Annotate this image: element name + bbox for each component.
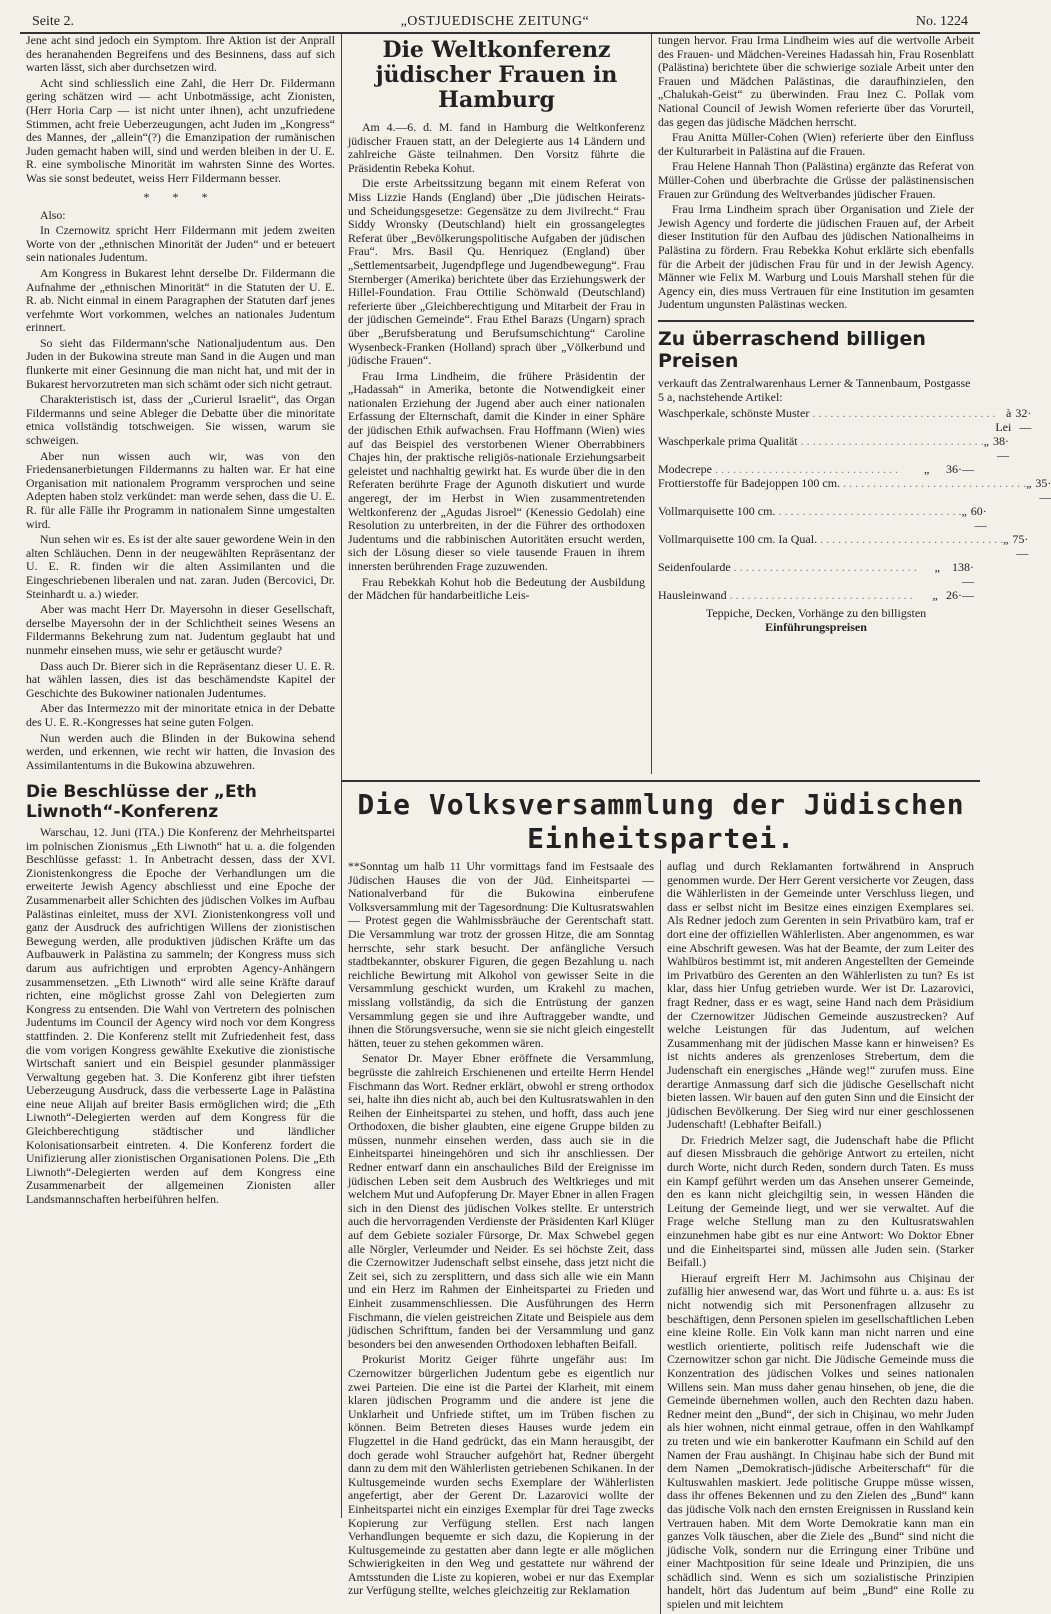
paragraph: In Czernowitz spricht Herr Fildermann mit jedem zweiten Worte von der „ethnischen Minorität der Juden“ und er beteuert sein nationales Judentum. bbox=[26, 223, 335, 265]
paragraph: Prokurist Moritz Geiger führte ungefähr aus: Im Czernowitzer bürgerlichen Judentum gebe es eigentlich nur zwei Parteien. Die eine ist die Partei der Klarheit, mit einem klaren jüdischen Programm und die andere ist jene die Unklarheit und Unfriede stiftet, um im Trüben fischen zu können. Beim Betreten dieses Hauses wurde jedem ein Flugzettel in die Hand gedrückt, das ein Mann herausgibt, der doch gerade wohl Straucher aufgehört hat, Redner übergeht dann zu dem mit den Wählerlisten getriebenen Schikanen. In der Kultusgemeinde wurden sechs Exemplare der Wählerlisten angefertigt, aber der Gerent Dr. Lazarovici wollte der Einheitspartei nicht ein einziges Exemplar für drei Tage zwecks Kopierung zur Verfügung stellen. Erst nach langen Verhandlungen bequemte er sich dazu, die Kopierung in der Kultusgemeinde zu gestatten aber dann legte er alle möglichen Schwierigkeiten in den Weg und gestattete nur während der Amtsstunden die Liste zu kopieren, wobei er nur das Exemplar zur Verfügung stellte, welches gleichzeitig zur Reklamation bbox=[348, 1352, 655, 1598]
column-1 bbox=[20, 34, 342, 774]
paragraph: auflag und durch Reklamanten fortwährend in Anspruch genommen wurde. Der Herr Gerent versicherte vor Zeugen, dass die Wählerlisten in der Gemeinde unter Verschluss liegen, und dass er selbst nicht im Besitze eines einzigen Exemplares sei. Als Redner jedoch zum Gerenten in sein Privatbüro kam, traf er dort eine der offiziellen Wählerlisten. Aber angenommen, es war eine Abschrift gewesen. Was hat der Beamte, der zum Leiter des Wahlbüros bestimmt ist, mit anderen Angestellten der Gemeinde im Privatbüro des Gerenten an den Wählerlisten zu tun? Es ist klar, dass hier Unfug getrieben wurde. Wer ist Dr. Lazarovici, fragt Redner, dass er es wagt, seine Hand nach dem Präsidium der Czernowitzer Jüdischen Gemeinde auszustrecken? Auf welche Leistungen für das Judentum, auf welchen Zusammenhang mit der jüdischen Masse kann er hinweisen? Es ist nichts anderes als grenzenloses Strebertum, dem die Judenschaft ein energisches „Hände weg!“ zurufen muss. Eine derartige Anmassung darf sich die jüdische Gesellschaft nicht bieten lassen. Wir bauen auf den guten Sinn und die Einsicht der jüdischen Bevölkerung. Der Sieg wird nur einer geschlossenen Judenschaft! (Lebhafter Beifall.) bbox=[667, 859, 974, 1132]
paragraph: **Sonntag um halb 11 Uhr vormittags fand im Festsaale des Jüdischen Hauses die von der Jüd. Einheitspartei — Nationalverband für die Bukowina einberufene Volksversammlung mit der Tagesordnung: Die Kultusratswahlen — Protest gegen die Wahlmissbräuche der Gerentschaft statt. Die Versammlung war trotz der grossen Hitze, die am Sonntag herrschte, sehr stark besucht. Der anfängliche Versuch stadtbekannter, obskurer Figuren, die gegen Bezahlung u. nach reichliche Bewirtung mit Alkohol von gewisser Seite in die Versammlung geschickt wurden, um Krakehl zu machen, misslang vollständig, da sich die Entrüstung der ganzen Versammlung gegen sie und ihre Auftraggeber wandte, und ihnen die Störungsversuche, wenn sie sie nicht gleich eingestellt hätten, teuer zu stehen gekommen wären. bbox=[348, 859, 655, 1050]
ad-item-unit: „ bbox=[1003, 531, 1009, 546]
paragraph: Nun werden auch die Blinden in der Bukowina sehend werden, und erkennen, wie recht wir hatten, die Invasion des Assimilantentums in die Bukowina abzuwehren. bbox=[26, 730, 335, 772]
ad-item bbox=[658, 433, 1009, 462]
paragraph: Frau Anitta Müller-Cohen (Wien) referierte über den Einfluss der Kulturarbeit in Palästina auf die Frauen. bbox=[658, 130, 974, 158]
ad-item-name: Waschperkale prima Qualität . . . bbox=[658, 434, 984, 462]
ad-item bbox=[658, 531, 1029, 560]
ad-item bbox=[658, 588, 974, 602]
paragraph: Dass auch Dr. Bierer sich in die Repräsentanz dieser U. E. R. hat wählen lassen, dies ist das beschämendste Kapitel der Geschichte des Bukowiner nationalen Judentumes. bbox=[26, 658, 335, 700]
bottom-section bbox=[20, 774, 980, 1612]
section-separator: * * * bbox=[143, 189, 218, 204]
ad-item-name: Frottierstoffe für Badejoppen 100 cm. . . . bbox=[658, 476, 1026, 504]
paragraph: Also: bbox=[40, 207, 66, 222]
ad-item bbox=[658, 405, 1032, 434]
paragraph: Charakteristisch ist, dass der „Curierul Israelit“, das Organ Fildermanns und seine Ableger die Debatte über die minoritate etnica vollständig totschweigen. Sie wissen, warum sie schweigen. bbox=[26, 392, 335, 448]
ad-intro: verkauft das Zentralwarenhaus Lerner & Tannenbaum, Postgasse 5 a, nachstehende Artikel: bbox=[658, 375, 971, 404]
page-header bbox=[20, 10, 980, 34]
paragraph: tungen hervor. Frau Irma Lindheim wies auf die wertvolle Arbeit des Frauen- und Mädchen-Vereines Hadassah hin, Frau Rosenblatt (Palästina) berichtete über die schwierige soziale Arbeit unter den Frauen und Mädchen Palästinas, die daraufhinzielen, den „Chalukah-Geist“ zu überwinden. Frau Inez C. Pollak vom National Council of Jewish Women referierte über das Vorurteil, das gegen das jüdische Mädchen herrscht. bbox=[658, 33, 974, 129]
volksversammlung-columns bbox=[342, 860, 980, 1614]
ad-item-name: Vollmarquisette 100 cm. . . . bbox=[658, 504, 961, 532]
ad-item-price: 35·— bbox=[1035, 475, 1051, 504]
ad-item-price: 36·— bbox=[946, 461, 974, 476]
ad-item-name: Waschperkale, schönste Muster . . . bbox=[658, 406, 995, 434]
paragraph: Frau Irma Lindheim, die frühere Präsidentin der „Hadassah“ in Amerika, betonte die Notwendigkeit einer nationalen Erziehung der Jugend aber auch einer nationalen Erfassung der Elternschaft, damit die Kinder in einer Sphäre der jüdischen Ethik aufwachsen. Frau Hoffmann (Wien) wies auf das Beispiel des verstorbenen Wiener Oberrabbiners Chajes hin, der praktische religiös-nationale Erziehungsarbeit geleistet und nachhaltig gewirkt hat. Es wurde über die in den Referaten berührte Frage der Agunoth diskutiert und wurde angeregt, der im Herbst in Wien zusammentretenden Weltkonferenz der „Agudas Jisroel“ (Kenessio Gedolah) eine Resolution zu unterbreiten, in der die Führer des orthodoxen Judentums und die rabbinischen Autoritäten ersucht werden, sich der Lösung dieser so viele tausende Frauen in ihrem innersten berührenden Frage zuzuwenden. bbox=[348, 368, 645, 573]
vv-column-b bbox=[661, 860, 980, 1614]
paragraph: Am Kongress in Bukarest lehnt derselbe Dr. Fildermann die Aufnahme der „ethnischen Minorität“ in die Statuten der U. E. R. ab. Nicht einmal in einem Paragraphen der Statuten darf jenes verfehmte Wort vorkommen, welches an nationales Judentum erinnert. bbox=[26, 265, 335, 335]
ad-item-unit: „ bbox=[932, 587, 938, 602]
ad-item-name: Modecrepe . . . bbox=[658, 462, 898, 476]
ad-item-name: Seidenfoularde . . . bbox=[658, 560, 917, 588]
ad-item-price: 32·— bbox=[1015, 405, 1032, 434]
paragraph: Am 4.—6. d. M. fand in Hamburg die Weltkonferenz jüdischer Frauen statt, an der Delegierte aus 14 Ländern und zahlreiche Gäste teilnahmen. Den Vorsitz führte die Präsidentin Rebeka Kohut. bbox=[348, 120, 645, 175]
ad-item-price: 60·— bbox=[970, 503, 987, 532]
ad-footer-emphasis: Einführungspreisen bbox=[765, 619, 867, 634]
price-advertisement bbox=[658, 320, 1051, 634]
ad-item-price: 138·— bbox=[952, 559, 974, 588]
paragraph: Frau Irma Lindheim sprach über Organisation und Ziele der Jewish Agency und forderte die jüdischen Frauen auf, der Arbeit dieser Institution für den Aufbau des jüdischen Nationalheims in Palästina zu fördern. Frau Rebekka Kohut erklärte sich ebenfalls für die Arbeit der jüdischen Frau für und in der Jewish Agency. Männer wie Felix M. Warburg und Louis Marshall stehen für die Agency ein, dies muss Vertrauen für eine Institution im gesamten Judentum ungunsten Palästinas wecken. bbox=[658, 202, 974, 312]
column-1-continued bbox=[20, 774, 342, 1518]
vv-column-a bbox=[342, 860, 661, 1614]
article-title-weltkonferenz: Die Weltkonferenz jüdischer Frauen in Hamburg bbox=[375, 37, 618, 113]
paragraph: Senator Dr. Mayer Ebner eröffnete die Versammlung, begrüsste die zahlreich Erschienenen und erteilte Herrn Hendel Fischmann das Wort. Redner erklärt, obwohl er streng orthodox sei, halte ihn dies nicht ab, auch bei den Kultusratswahlen in den Reihen der Einheitspartei zu stehen, und hofft, dass auch jene Orthodoxen, die bisher glaubten, eine eigene Gruppe bilden zu müssen, nunmehr einsehen werden, dass auch sie in die Einheitspartei hineingehören und sich ihr anschliessen. Der Redner entwarf dann ein anschauliches Bild der Ereignisse im jüdischen Leben seit dem Ausbruch des Weltkrieges und mit welchem Mut und Aufopferung Dr. Mayer Ebner in allen Fragen sich in den Dienst des jüdischen Volkes stellte. Er unterstrich auch die hervorragenden Verdienste der Präsidenten Karl Klüger auf dem Gebiete sozialer Fürsorge, Dr. Max Schwebel gegen alle Nörgler, Verleumder und Neider. Es sei höchste Zeit, dass die Czernowitzer Judenschaft selbst einsehe, dass jetzt nicht die Zeit sei, sich zu zersplittern, und dass sich alle wie ein Mann und ein Herz im Rahmen der Einheitspartei zu Frieden und Einheit zusammenschliessen. Die Ausführungen des Herrn Fischmann, die vielen geistreichen Zitate und Beispiele aus dem jüdischen Schrifttum, fanden bei der Versammlung und ganz besonders bei den anwesenden Orthodoxen lebhaften Beifall. bbox=[348, 1051, 655, 1351]
ad-item-unit: à Lei bbox=[995, 405, 1012, 434]
ad-item-price: 38·— bbox=[992, 433, 1009, 462]
column-2 bbox=[342, 34, 652, 774]
paragraph: Nun sehen wir es. Es ist der alte sauer gewordene Wein in den alten Schläuchen. Denn in der neugewählten Repräsentanz der U. E. R. finden wir die alten Assimilanten und die Eingeschriebenen liberalen und nat. zaran. Juden (Bercovici, Dr. Steinhardt u. a.) wieder. bbox=[26, 532, 335, 601]
paragraph: Frau Rebekkah Kohut hob die Bedeutung der Ausbildung der Mädchen für handarbeitliche Leis- bbox=[348, 574, 645, 603]
ad-item-unit: „ bbox=[983, 433, 989, 448]
ad-footer-text: Teppiche, Decken, Vorhänge zu den billigsten bbox=[705, 605, 927, 620]
ad-item-name: Hausleinwand . . . bbox=[658, 588, 913, 602]
volksversammlung-article bbox=[342, 774, 980, 1612]
paragraph: Hierauf ergreift Herr M. Jachimsohn aus Chişinau der zufällig hier anwesend war, das Wort und führte u. a. aus: Es ist nicht notwendig sich mit Personenfragen allzusehr zu beschäftigen, denn Personen spielen im gesellschaftlichen Leben eine kleine Rolle. Ein Volk kann man nicht narren und eine westlich orientierte, politisch reife Judenschaft wie die Czernowitzer schon gar nicht. Die Jüdische Gemeinde muss die Konzentration des jüdischen Volkes und seines nationalen Willens sein. Man muss daher genau hinsehen, ob jene, die die Gemeinde übernehmen wollen, auch den Rechten dazu haben. Redner meint den „Bund“, der sich in Chişinau, wo mehr Juden als hier wohnen, nicht einmal getraue, offen in den Wahlkampf zu treten und wie ein bankerotter Kaufmann ein Schild auf den Namen der Frau aushängt. In Chişinau habe sich der Bund mit dem Namen „Demokratisch-jüdische Arbeiterschaft“ für die Kultuswahlen maskiert. Jede politische Gruppe müsse wissen, dass ihr offenes Bekennen und zu den Zielen des „Bund“ kann das jüdische Volk nach den ernsten Ereignissen in Russland kein Vertrauen haben. Mit dem Worte Demokratie kann man ein ganzes Volk täuschen, aber die Ziele des „Bund“ sind nicht die jüdische Volk, sondern nur die Erringung einer Tribüne und einer Machtposition für seine Ideale und Prinzipien, die uns schädlich sind. Wenn es sich um sozialistische Prinzipien handelt, hört das Judentum auf beim „Bund“ eine Rolle zu spielen und mit leichtem bbox=[667, 1270, 974, 1612]
newspaper-name: „OSTJUEDISCHE ZEITUNG“ bbox=[400, 14, 590, 29]
ad-title: Zu überraschend billigen Preisen bbox=[658, 327, 926, 372]
ad-item bbox=[658, 503, 987, 532]
ad-item-unit: „ bbox=[1026, 475, 1032, 490]
paragraph: Aber das Intermezzo mit der minoritate etnica in der Debatte des U. E. R.-Kongresses hat seine guten Folgen. bbox=[26, 701, 335, 729]
paragraph: Aber nun wissen auch wir, was von den Friedensanerbietungen Fildermanns zu halten war. Er hat eine Organisation mit nationalem Programm versprochen und seine Adepten haben stolz verkündet: man werde sehen, dass die U. E. R. für alle Fälle ihr Programm in nationalem Sinne umgestalten wird. bbox=[26, 448, 335, 531]
paragraph: Die erste Arbeitssitzung begann mit einem Referat von Miss Lizzie Hands (England) über „Die jüdischen Heirats- und Scheidungsgesetze: Gegensätze zu dem Jivilrecht.“ Frau Siddy Wronsky (Deutschland) hielt ein grossangelegtes Referat über „Bevölkerungspolitische Aufgaben der jüdischen Frau“. Mrs. Basil Qu. Henriquez (England) über „Settlementsarbeit, Jugendpflege und Jugendbewegung“. Frau Sternberger (Amerika) berichtete über das Erziehungswerk der Hillel-Foundation. Frau Ottilie Schönwald (Deutschland) referierte über „Gleichberechtigung und Mitarbeit der Frau in der jüdischen Gemeinde“. Frau Ethel Barazs (Ungarn) sprach über „Berufsberatung und Berufsumschichtung“ Caroline Wysenbeck-Franken (Holland) sprach über „Völkerbund und jüdische Frauen“. bbox=[348, 176, 645, 368]
ad-footer bbox=[658, 606, 974, 634]
ad-item-unit: „ bbox=[961, 503, 967, 518]
paragraph: Frau Helene Hannah Thon (Palästina) ergänzte das Referat von Müller-Cohen und überbrachte die Grüsse der palästinensischen Frauen zur Gründung des Weltverbandes jüdischer Frauen. bbox=[658, 159, 974, 201]
issue-number: No. 1224 bbox=[915, 14, 968, 29]
paragraph: So sieht das Fildermann'sche Nationaljudentum aus. Den Juden in der Bukowina streute man Sand in die Augen und man flunkerte mit einer Gesinnung die man nicht hat, und mit der in Bukarest hervorzutreten man sich schämt oder sich nicht getraut. bbox=[26, 335, 335, 391]
paragraph: Dr. Friedrich Melzer sagt, die Judenschaft habe die Pflicht auf diesen Missbrauch die gehörige Antwort zu erteilen, nicht durch Worte, nicht durch Reden, sondern durch Taten. Es muss ein Kampf geführt werden um das Ansehen unserer Gemeinde, den es kann nicht gleichgiltig sein, in wessen Händen die Leitung der Gemeinde liegt, und wer sie verwaltet. Auf die Frage welche Stellung man zu den Kultusratswahlen einzunehmen habe gibt es nur eine Antwort: Wo Doktor Ebner und die Einheitspartei sind, müssen alle Juden sein. (Starker Beifall.) bbox=[667, 1132, 974, 1270]
ad-item-unit: „ bbox=[934, 559, 940, 574]
paragraph: Aber was macht Herr Dr. Mayersohn in dieser Gesellschaft, derselbe Mayersohn der in der Schlichtheit seines Wesens an Fildermanns Bekehrung zum nat. Judentum geglaubt hat und nunmehr einsehen muss, wie sehr er getäuscht wurde? bbox=[26, 602, 335, 657]
paragraph: Acht sind schliesslich eine Zahl, die Herr Dr. Fildermann gering schätzen wird — acht Unbotmässige, acht Zionisten, (Herr Horia Carp — ist nicht unter ihnen), acht unzufriedene Stimmen, acht freie Ueberzeugungen, acht Juden im „Kongress“ des Mannes, der „allein“(?) die Emanzipation der rumänischen Juden gemacht haben will, sind und werden bleiben in der U. E. R. eine symbolische Minorität im wahrsten Sinne des Wortes. Was sie sonst bedeutet, weiss Herr Fildermann besser. bbox=[26, 75, 335, 185]
ad-item-price: 75·— bbox=[1012, 531, 1029, 560]
article-title-eth-liwnoth: Die Beschlüsse der „Eth Liwnoth“-Konferenz bbox=[26, 782, 257, 822]
ad-item bbox=[658, 475, 1051, 504]
column-3 bbox=[652, 33, 1051, 774]
paragraph: Jene acht sind jedoch ein Symptom. Ihre Aktion ist der Anprall des heranahenden Begreifens und des Besinnens, dass auf sich warten lässt, sich aber durchsetzen wird. bbox=[26, 33, 335, 75]
ad-item bbox=[658, 462, 974, 476]
top-section bbox=[20, 33, 1051, 774]
page-number: Seite 2. bbox=[32, 14, 74, 29]
ad-item bbox=[658, 560, 974, 588]
article-title-volksversammlung: Die Volksversammlung der Jüdischen Einheitspartei. bbox=[342, 780, 980, 856]
ad-item-unit: „ bbox=[924, 461, 930, 476]
ad-item-price: 26·— bbox=[946, 587, 974, 602]
paragraph: Warschau, 12. Juni (ITA.) Die Konferenz der Mehrheitspartei im polnischen Zionismus „Eth Liwnoth“ hat u. a. die folgenden Beschlüsse gefasst: 1. In Anbetracht dessen, dass der XVI. Zionistenkongress die Epoche der Verhandlungen um die erweiterte Jewish Agency abschliesst und eine Epoche der Zusammenarbeit aller Schichten des jüdischen Volkes im Aufbau Palästinas einleitet, muss der XVI. Zionistenkongress voll und ganz der Ausdruck des aufrichtigen Willens der zionistischen Bewegung werden, alle produktiven jüdischen Kräfte um das Aufbauwerk in Palästina zu sammeln; der Kongress muss sich darum aus aufrichtigen und erprobten Agency-Anhängern zusammensetzen. „Eth Liwnoth“ wird alle seine Kräfte darauf richten, eine möglichst grosse Zahl von Delegierten zum Kongress zu entsenden. Die Wahl von Vertretern des polnischen Judentums im Council der Agency wird noch vor dem Kongress stattfinden. 2. Die Konferenz stellt mit Zufriedenheit fest, dass die vom vorigen Kongress gewählte Exekutive die zionistische Wirtschaft saniert und ein Beispiel gesunder planmässiger Verwaltung gegeben hat. 3. Die Konferenz gibt ihrer tiefsten Ueberzeugung Ausdruck, dass die verbesserte Lage in Palästina eine neue Alijah auf breiter Basis ermöglichen wird; die „Eth Liwnoth“-Delegierten werden auf dem Kongress für die Gleichberechtigung städtischer und ländlicher Kolonisationsarbeit eintreten. 4. Die Konferenz fordert die Unifizierung aller zionistischen Organisationen Polens. Die „Eth Liwnoth“-Delegierten werden auf dem Kongress eine Zusammenarbeit der allgemeinen Zionisten aller Landsmannschaften herbeiführen helfen. bbox=[26, 825, 335, 1207]
ad-item-name: Vollmarquisette 100 cm. Ia Qual. . . . bbox=[658, 532, 1003, 560]
